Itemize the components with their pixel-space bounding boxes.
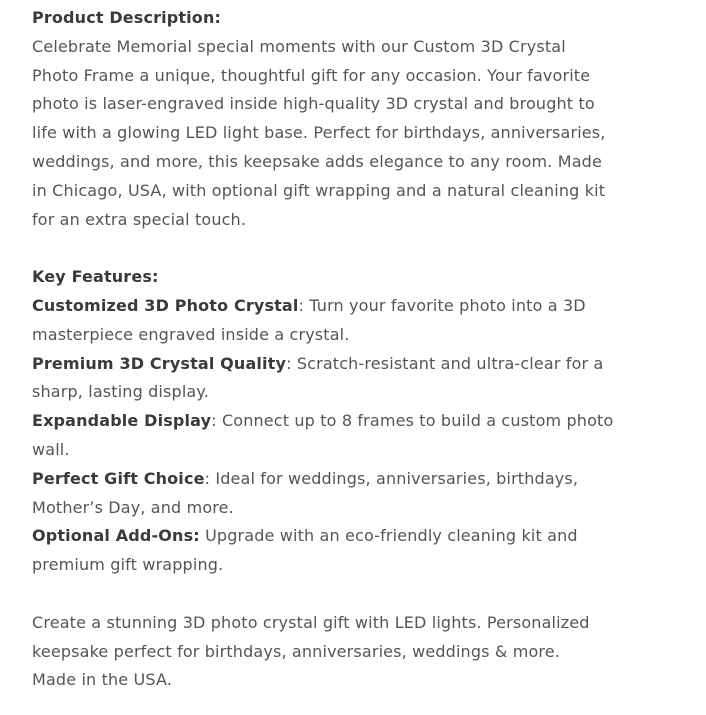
closing-line: keepsake perfect for birthdays, anniversaries, weddings & more. xyxy=(32,641,561,661)
description-line: in Chicago, USA, with optional gift wrapping and a natural cleaning kit xyxy=(32,180,606,200)
feature-text: : Scratch-resistant and ultra-clear for a xyxy=(286,353,604,373)
feature-text-continued: masterpiece engraved inside a crystal. xyxy=(32,324,350,344)
feature-text: : Ideal for weddings, anniversaries, birthdays, xyxy=(204,468,579,488)
description-line: life with a glowing LED light base. Perfect for birthdays, anniversaries, xyxy=(32,123,606,143)
feature-item xyxy=(32,292,652,321)
feature-item xyxy=(32,465,652,494)
feature-title: Optional Add-Ons: xyxy=(32,526,200,546)
description-line: photo is laser-engraved inside high-quality 3D crystal and brought to xyxy=(32,94,595,114)
feature-text-continued: Mother’s Day, and more. xyxy=(32,497,234,517)
description-line: Celebrate Memorial special moments with our Custom 3D Crystal xyxy=(32,36,566,56)
feature-item xyxy=(32,350,652,379)
paragraph-spacer xyxy=(32,234,652,263)
product-text xyxy=(32,4,652,695)
feature-title: Perfect Gift Choice xyxy=(32,468,205,488)
feature-item xyxy=(32,407,652,436)
feature-text: : Connect up to 8 frames to build a custom photo xyxy=(211,411,614,431)
closing-line: Create a stunning 3D photo crystal gift with LED lights. Personalized xyxy=(32,612,590,632)
product-description-heading: Product Description: xyxy=(32,8,222,27)
feature-title: Premium 3D Crystal Quality xyxy=(32,353,287,373)
closing-line: Made in the USA. xyxy=(32,670,173,690)
feature-item xyxy=(32,522,652,551)
feature-title: Expandable Display xyxy=(32,411,212,431)
feature-text: Upgrade with an eco-friendly cleaning kit and xyxy=(199,526,578,546)
feature-text-continued: sharp, lasting display. xyxy=(32,382,209,402)
feature-text-continued: wall. xyxy=(32,439,70,459)
description-line: Photo Frame a unique, thoughtful gift for any occasion. Your favorite xyxy=(32,65,591,85)
description-line: for an extra special touch. xyxy=(32,209,247,229)
feature-text: : Turn your favorite photo into a 3D xyxy=(298,295,586,315)
feature-title: Customized 3D Photo Crystal xyxy=(32,295,299,315)
description-line: weddings, and more, this keepsake adds elegance to any room. Made xyxy=(32,151,602,171)
key-features-heading: Key Features: xyxy=(32,267,159,287)
feature-text-continued: premium gift wrapping. xyxy=(32,555,224,575)
paragraph-spacer xyxy=(32,580,652,609)
